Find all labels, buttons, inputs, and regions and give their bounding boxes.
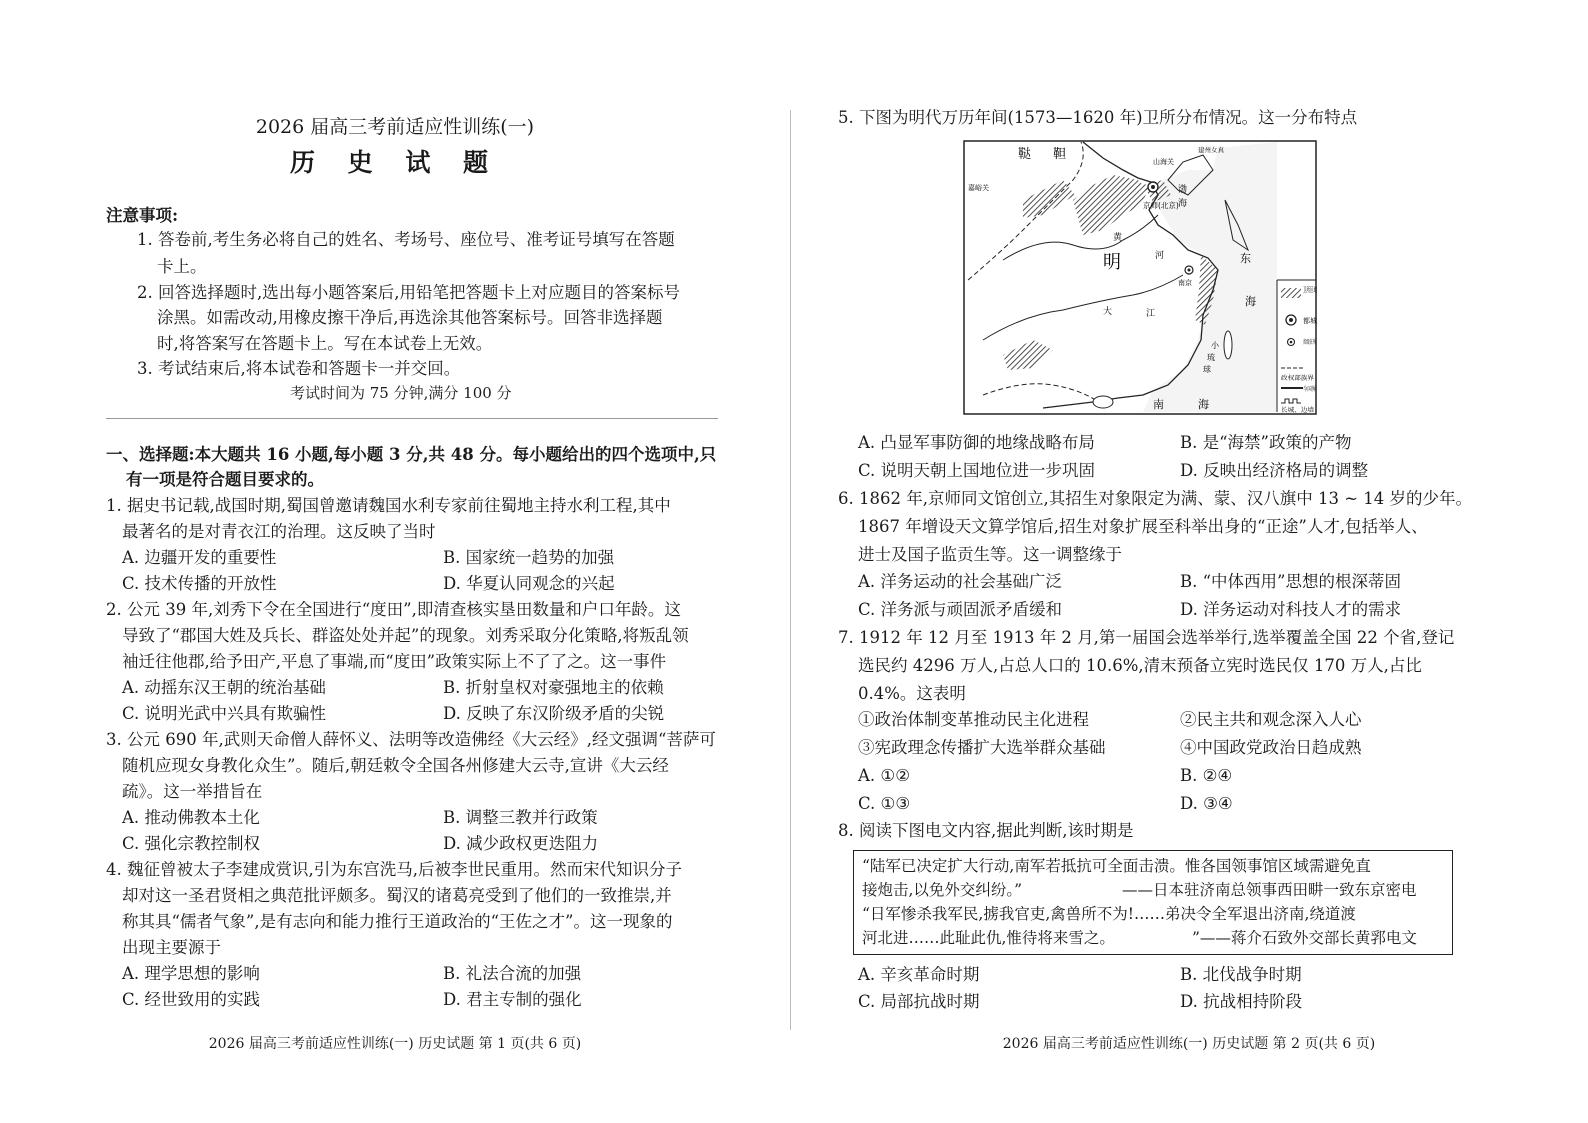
q6-option-b[interactable]: B. “中体西用”思想的根深蒂固 [1180, 572, 1401, 591]
q7-statement-1: ①政治体制变革推动民主化进程 [858, 710, 1089, 729]
question-1-stem: 最著名的是对青衣江的治理。这反映了当时 [122, 522, 436, 541]
map-label: 海 [1198, 398, 1209, 411]
question-4-stem: 称其具“儒者气象”,是有志向和能力推行王道政治的“王佐之才”。这一现象的 [122, 912, 673, 931]
question-3-stem: 3. 公元 690 年,武则天命僧人薛怀义、法明等改造佛经《大云经》,经文强调“菩萨可 [106, 730, 716, 749]
telegram-line: “陆军已决定扩大行动,南军若抵抗可全面击溃。惟各国领事馆区域需避免直 [862, 857, 1371, 875]
map-label: 京师(北京) [1143, 201, 1179, 210]
hainan-island [1093, 396, 1113, 408]
legend-label: 省级驻所 [1303, 339, 1328, 346]
question-8-stem: 8. 阅读下图电文内容,据此判断,该时期是 [838, 821, 1134, 840]
question-7-stem: 7. 1912 年 12 月至 1913 年 2 月,第一届国会选举举行,选举覆盖全国 22 个省,登记 [838, 628, 1455, 647]
question-4-stem: 4. 魏征曾被太子李建成赏识,引为东宫洗马,后被李世民重用。然而宋代知识分子 [106, 860, 682, 879]
map-label: 球 [1203, 365, 1211, 374]
legend-label: 卫所区域 [1303, 286, 1331, 294]
note-line: 2. 回答选择题时,选出每小题答案后,用铅笔把答题卡上对应题目的答案标号 [137, 283, 680, 302]
question-4-stem: 却对这一圣君贤相之典范批评颇多。蜀汉的诸葛亮受到了他们的一致推崇,并 [122, 886, 672, 905]
map-label: 嘉峪关 [968, 184, 989, 192]
map-label: 南 [1153, 398, 1164, 411]
section-heading: 一、选择题:本大题共 16 小题,每小题 3 分,共 48 分。每小题给出的四个选项中,只 [106, 445, 717, 464]
note-line: 1. 答卷前,考生务必将自己的姓名、考场号、座位号、准考证号填写在答题 [137, 230, 675, 249]
q5-option-d[interactable]: D. 反映出经济格局的调整 [1180, 461, 1369, 480]
q8-option-b[interactable]: B. 北伐战争时期 [1180, 965, 1302, 984]
telegram-line: “日军惨杀我军民,掳我官吏,禽兽所不为!……弟决令全军退出济南,绕道渡 [862, 905, 1356, 923]
legend-hatch-symbol [1281, 288, 1301, 298]
map-label: 琉 [1207, 353, 1215, 362]
question-6-stem: 进士及国子监贡生等。这一调整缘于 [858, 545, 1122, 564]
legend-label: 都城 [1303, 317, 1317, 325]
q7-statement-2: ②民主共和观念深入人心 [1180, 710, 1362, 729]
exam-time-info: 考试时间为 75 分钟,满分 100 分 [290, 384, 512, 402]
q6-option-a[interactable]: A. 洋务运动的社会基础广泛 [858, 572, 1062, 591]
note-line: 3. 考试结束后,将本试卷和答题卡一并交回。 [137, 359, 461, 378]
q8-option-c[interactable]: C. 局部抗战时期 [858, 992, 980, 1011]
q6-option-c[interactable]: C. 洋务派与顽固派矛盾缓和 [858, 600, 1063, 619]
q1-option-c[interactable]: C. 技术传播的开放性 [122, 574, 277, 593]
q2-option-b[interactable]: B. 折射皇权对豪强地主的依赖 [443, 678, 664, 697]
q6-option-d[interactable]: D. 洋务运动对科技人才的需求 [1180, 600, 1402, 619]
q8-option-d[interactable]: D. 抗战相持阶段 [1180, 992, 1303, 1011]
q7-statement-3: ③宪政理念传播扩大选举群众基础 [858, 738, 1106, 757]
map-label: 鞑 [1018, 147, 1032, 162]
question-2-stem: 导致了“郡国大姓及兵长、群盗处处并起”的现象。刘秀采取分化策略,将叛乱领 [122, 626, 689, 645]
map-label: 山海关 [1153, 158, 1174, 166]
question-6-stem: 6. 1862 年,京师同文馆创立,其招生对象限定为满、蒙、汉八旗中 13 ~ 14 岁的少年。 [838, 489, 1473, 508]
q3-option-c[interactable]: C. 强化宗教控制权 [122, 834, 261, 853]
q3-option-d[interactable]: D. 减少政权更迭阻力 [443, 834, 599, 853]
question-3-stem: 疏》。这一举措旨在 [122, 782, 263, 801]
telegram-source: ——日本驻济南总领事西田畊一致东京密电 [1122, 881, 1417, 899]
q8-option-a[interactable]: A. 辛亥革命时期 [858, 965, 980, 984]
note-line: 涂黑。如需改动,用橡皮擦干净后,再选涂其他答案标号。回答非选择题 [157, 308, 663, 327]
map-label: 靼 [1053, 147, 1067, 162]
page-footer: 2026 届高三考前适应性训练(一) 历史试题 第 1 页(共 6 页) [208, 1036, 582, 1052]
map-label: 河 [1155, 251, 1165, 261]
q1-option-b[interactable]: B. 国家统一趋势的加强 [443, 548, 615, 567]
telegram-line: 接炮击,以免外交纠纷。” [862, 881, 1023, 899]
legend-label: 长城、边墙 [1281, 407, 1312, 414]
q1-option-a[interactable]: A. 边疆开发的重要性 [122, 548, 277, 567]
q1-option-d[interactable]: D. 华夏认同观念的兴起 [443, 574, 615, 593]
q4-option-c[interactable]: C. 经世致用的实践 [122, 990, 261, 1009]
map-label: 东 [1240, 252, 1251, 265]
question-7-stem: 0.4%。这表明 [858, 684, 966, 703]
exam-title: 2026 届高三考前适应性训练(一) [255, 116, 535, 138]
question-7-stem: 选民约 4296 万人,占总人口的 10.6%,清末预备立宪时选民仅 170 万人,占比 [858, 656, 1422, 675]
page-footer: 2026 届高三考前适应性训练(一) 历史试题 第 2 页(共 6 页) [1002, 1036, 1376, 1052]
q2-option-d[interactable]: D. 反映了东汉阶级矛盾的尖锐 [443, 704, 665, 723]
question-2-stem: 2. 公元 39 年,刘秀下令在全国进行“度田”,即清查核实垦田数量和户口年龄。这 [106, 600, 681, 619]
q7-option-a[interactable]: A. ①② [858, 766, 910, 785]
notes-heading: 注意事项: [106, 206, 179, 225]
map-label: 南京 [1178, 279, 1192, 287]
q4-option-b[interactable]: B. 礼法合流的加强 [443, 964, 582, 983]
page-1 [0, 0, 790, 1123]
legend-label: 今国界 [1303, 386, 1322, 393]
question-4-stem: 出现主要源于 [122, 938, 221, 957]
map-label: 建州女真 [1198, 146, 1224, 154]
map-label: 海 [1178, 199, 1188, 209]
map-label: 海 [1245, 295, 1256, 308]
note-line: 时,将答案写在答题卡上。写在本试卷上无效。 [157, 334, 493, 353]
ming-weisuo-map [963, 140, 1331, 415]
taiwan-island [1224, 331, 1232, 359]
note-line: 卡上。 [157, 257, 207, 276]
q3-option-a[interactable]: A. 推动佛教本土化 [122, 808, 260, 827]
map-label: 黄 [1113, 233, 1123, 243]
q5-option-b[interactable]: B. 是“海禁”政策的产物 [1180, 433, 1352, 452]
q3-option-b[interactable]: B. 调整三教并行政策 [443, 808, 598, 827]
map-label: 江 [1146, 309, 1156, 319]
q5-option-c[interactable]: C. 说明天朝上国地位进一步巩固 [858, 461, 1096, 480]
q4-option-a[interactable]: A. 理学思想的影响 [122, 964, 260, 983]
q2-option-c[interactable]: C. 说明光武中兴具有欺骗性 [122, 704, 327, 723]
telegram-excerpt-box [853, 850, 1453, 955]
q7-statement-4: ④中国政党政治日趋成熟 [1180, 738, 1362, 757]
section-heading: 有一项是符合题目要求的。 [126, 470, 324, 489]
q5-option-a[interactable]: A. 凸显军事防御的地缘战略布局 [858, 433, 1095, 452]
telegram-line: 河北进……此耻此仇,惟待将来雪之。 [862, 929, 1115, 947]
map-label: 小 [1211, 341, 1219, 350]
legend-label: 政权部族界 [1281, 375, 1312, 382]
q2-option-a[interactable]: A. 动摇东汉王朝的统治基础 [122, 678, 326, 697]
q4-option-d[interactable]: D. 君主专制的强化 [443, 990, 582, 1009]
question-6-stem: 1867 年增设天文算学馆后,招生对象扩展至科举出身的“正途”人才,包括举人、 [858, 517, 1428, 536]
map-label: 渤 [1178, 185, 1188, 195]
q7-option-c[interactable]: C. ①③ [858, 794, 911, 813]
section-divider [106, 418, 718, 419]
telegram-source: ”——蒋介石致外交部长黄郛电文 [1192, 929, 1417, 947]
map-label: 大 [1103, 307, 1113, 317]
question-2-stem: 袖迁往他郡,给予田产,平息了事端,而“度田”政策实际上不了了之。这一事件 [122, 652, 667, 671]
subject-title: 历 史 试 题 [289, 148, 501, 177]
map-label: 明 [1103, 252, 1121, 273]
question-1-stem: 1. 据史书记载,战国时期,蜀国曾邀请魏国水利专家前往蜀地主持水利工程,其中 [106, 496, 671, 515]
q7-option-b[interactable]: B. ②④ [1180, 766, 1233, 785]
question-3-stem: 随机应现女身教化众生”。随后,朝廷敕令全国各州修建大云寺,宣讲《大云经 [122, 756, 669, 775]
question-5-stem: 5. 下图为明代万历年间(1573—1620 年)卫所分布情况。这一分布特点 [838, 108, 1358, 127]
q7-option-d[interactable]: D. ③④ [1180, 794, 1233, 813]
